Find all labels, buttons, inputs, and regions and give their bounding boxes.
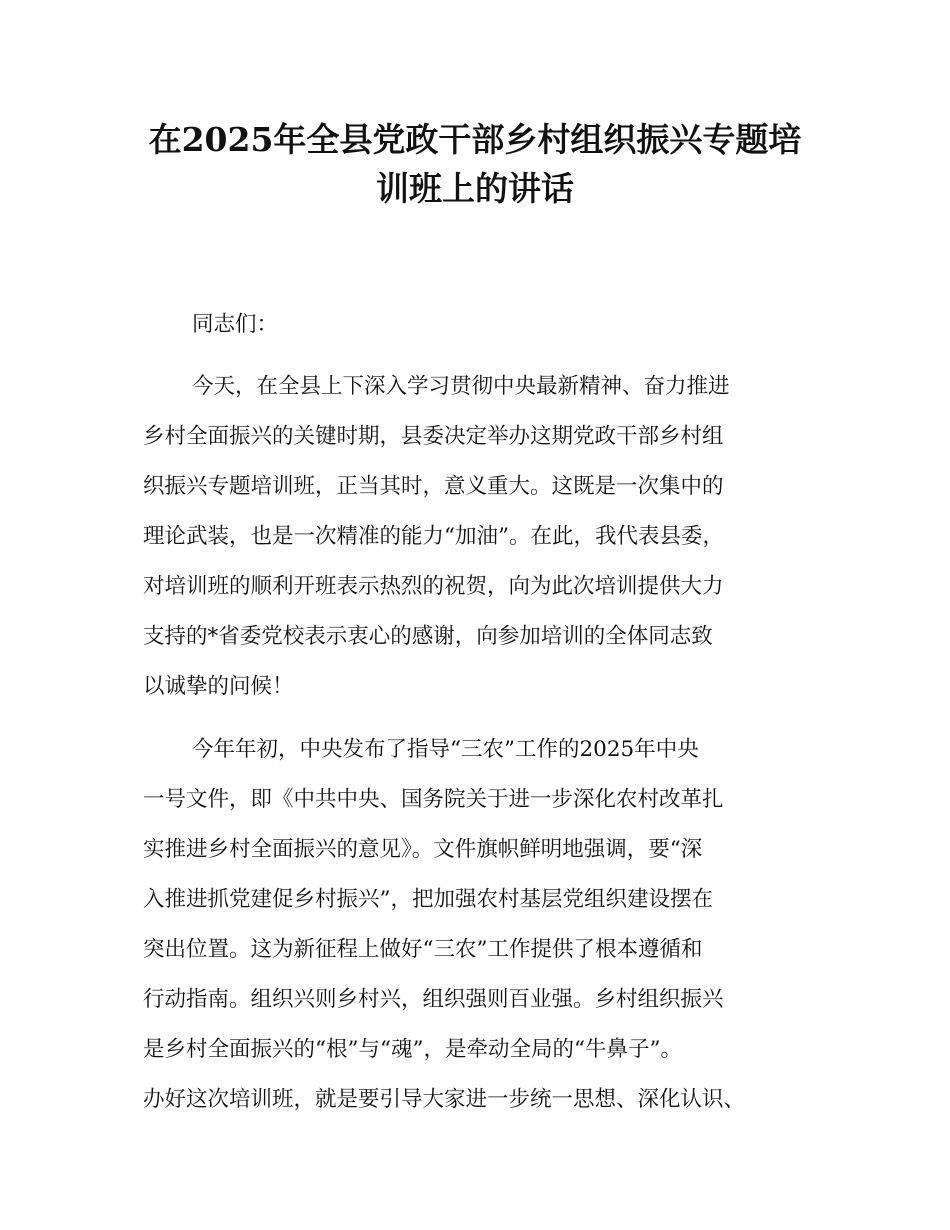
paragraph-2-line-2: 一号文件，即《中共中央、国务院关于进一步深化农村改革扎 — [143, 787, 724, 812]
paragraph-1-line-5: 对培训班的顺利开班表示热烈的祝贺，向为此次培训提供大力 — [143, 574, 724, 599]
paragraph-1-line-7: 以诚挚的问候！ — [143, 674, 294, 699]
paragraph-1-line-3: 织振兴专题培训班，正当其时，意义重大。这既是一次集中的 — [143, 474, 724, 499]
paragraph-2-line-6: 行动指南。组织兴则乡村兴，组织强则百业强。乡村组织振兴 — [143, 987, 724, 1012]
paragraph-2-line-7: 是乡村全面振兴的“根”与“魂”，是牵动全局的“牛鼻子”。 — [143, 1037, 682, 1062]
paragraph-1-line-6: 支持的*省委党校表示衷心的感谢，向参加培训的全体同志致 — [143, 624, 713, 649]
paragraph-1-line-2: 乡村全面振兴的关键时期，县委决定举办这期党政干部乡村组 — [143, 424, 724, 449]
document-title-line-1: 在2025年全县党政干部乡村组织振兴专题培 — [148, 120, 802, 159]
paragraph-2-line-5: 突出位置。这为新征程上做好“三农”工作提供了根本遵循和 — [143, 937, 703, 962]
paragraph-2-line-3: 实推进乡村全面振兴的意见》。文件旗帜鲜明地强调，要“深 — [143, 837, 703, 862]
paragraph-1-line-4: 理论武装，也是一次精准的能力“加油”。在此，我代表县委， — [143, 524, 724, 549]
paragraph-2-line-4: 入推进抓党建促乡村振兴”，把加强农村基层党组织建设摆在 — [143, 887, 713, 912]
salutation: 同志们： — [192, 312, 279, 337]
paragraph-2-line-8: 办好这次培训班，就是要引导大家进一步统一思想、深化认识、 — [143, 1087, 746, 1112]
document-title-line-2: 训班上的讲话 — [376, 169, 574, 208]
paragraph-1-line-1: 今天，在全县上下深入学习贯彻中央最新精神、奋力推进 — [192, 374, 730, 399]
paragraph-2-line-1: 今年年初，中央发布了指导“三农”工作的2025年中央 — [192, 737, 699, 762]
